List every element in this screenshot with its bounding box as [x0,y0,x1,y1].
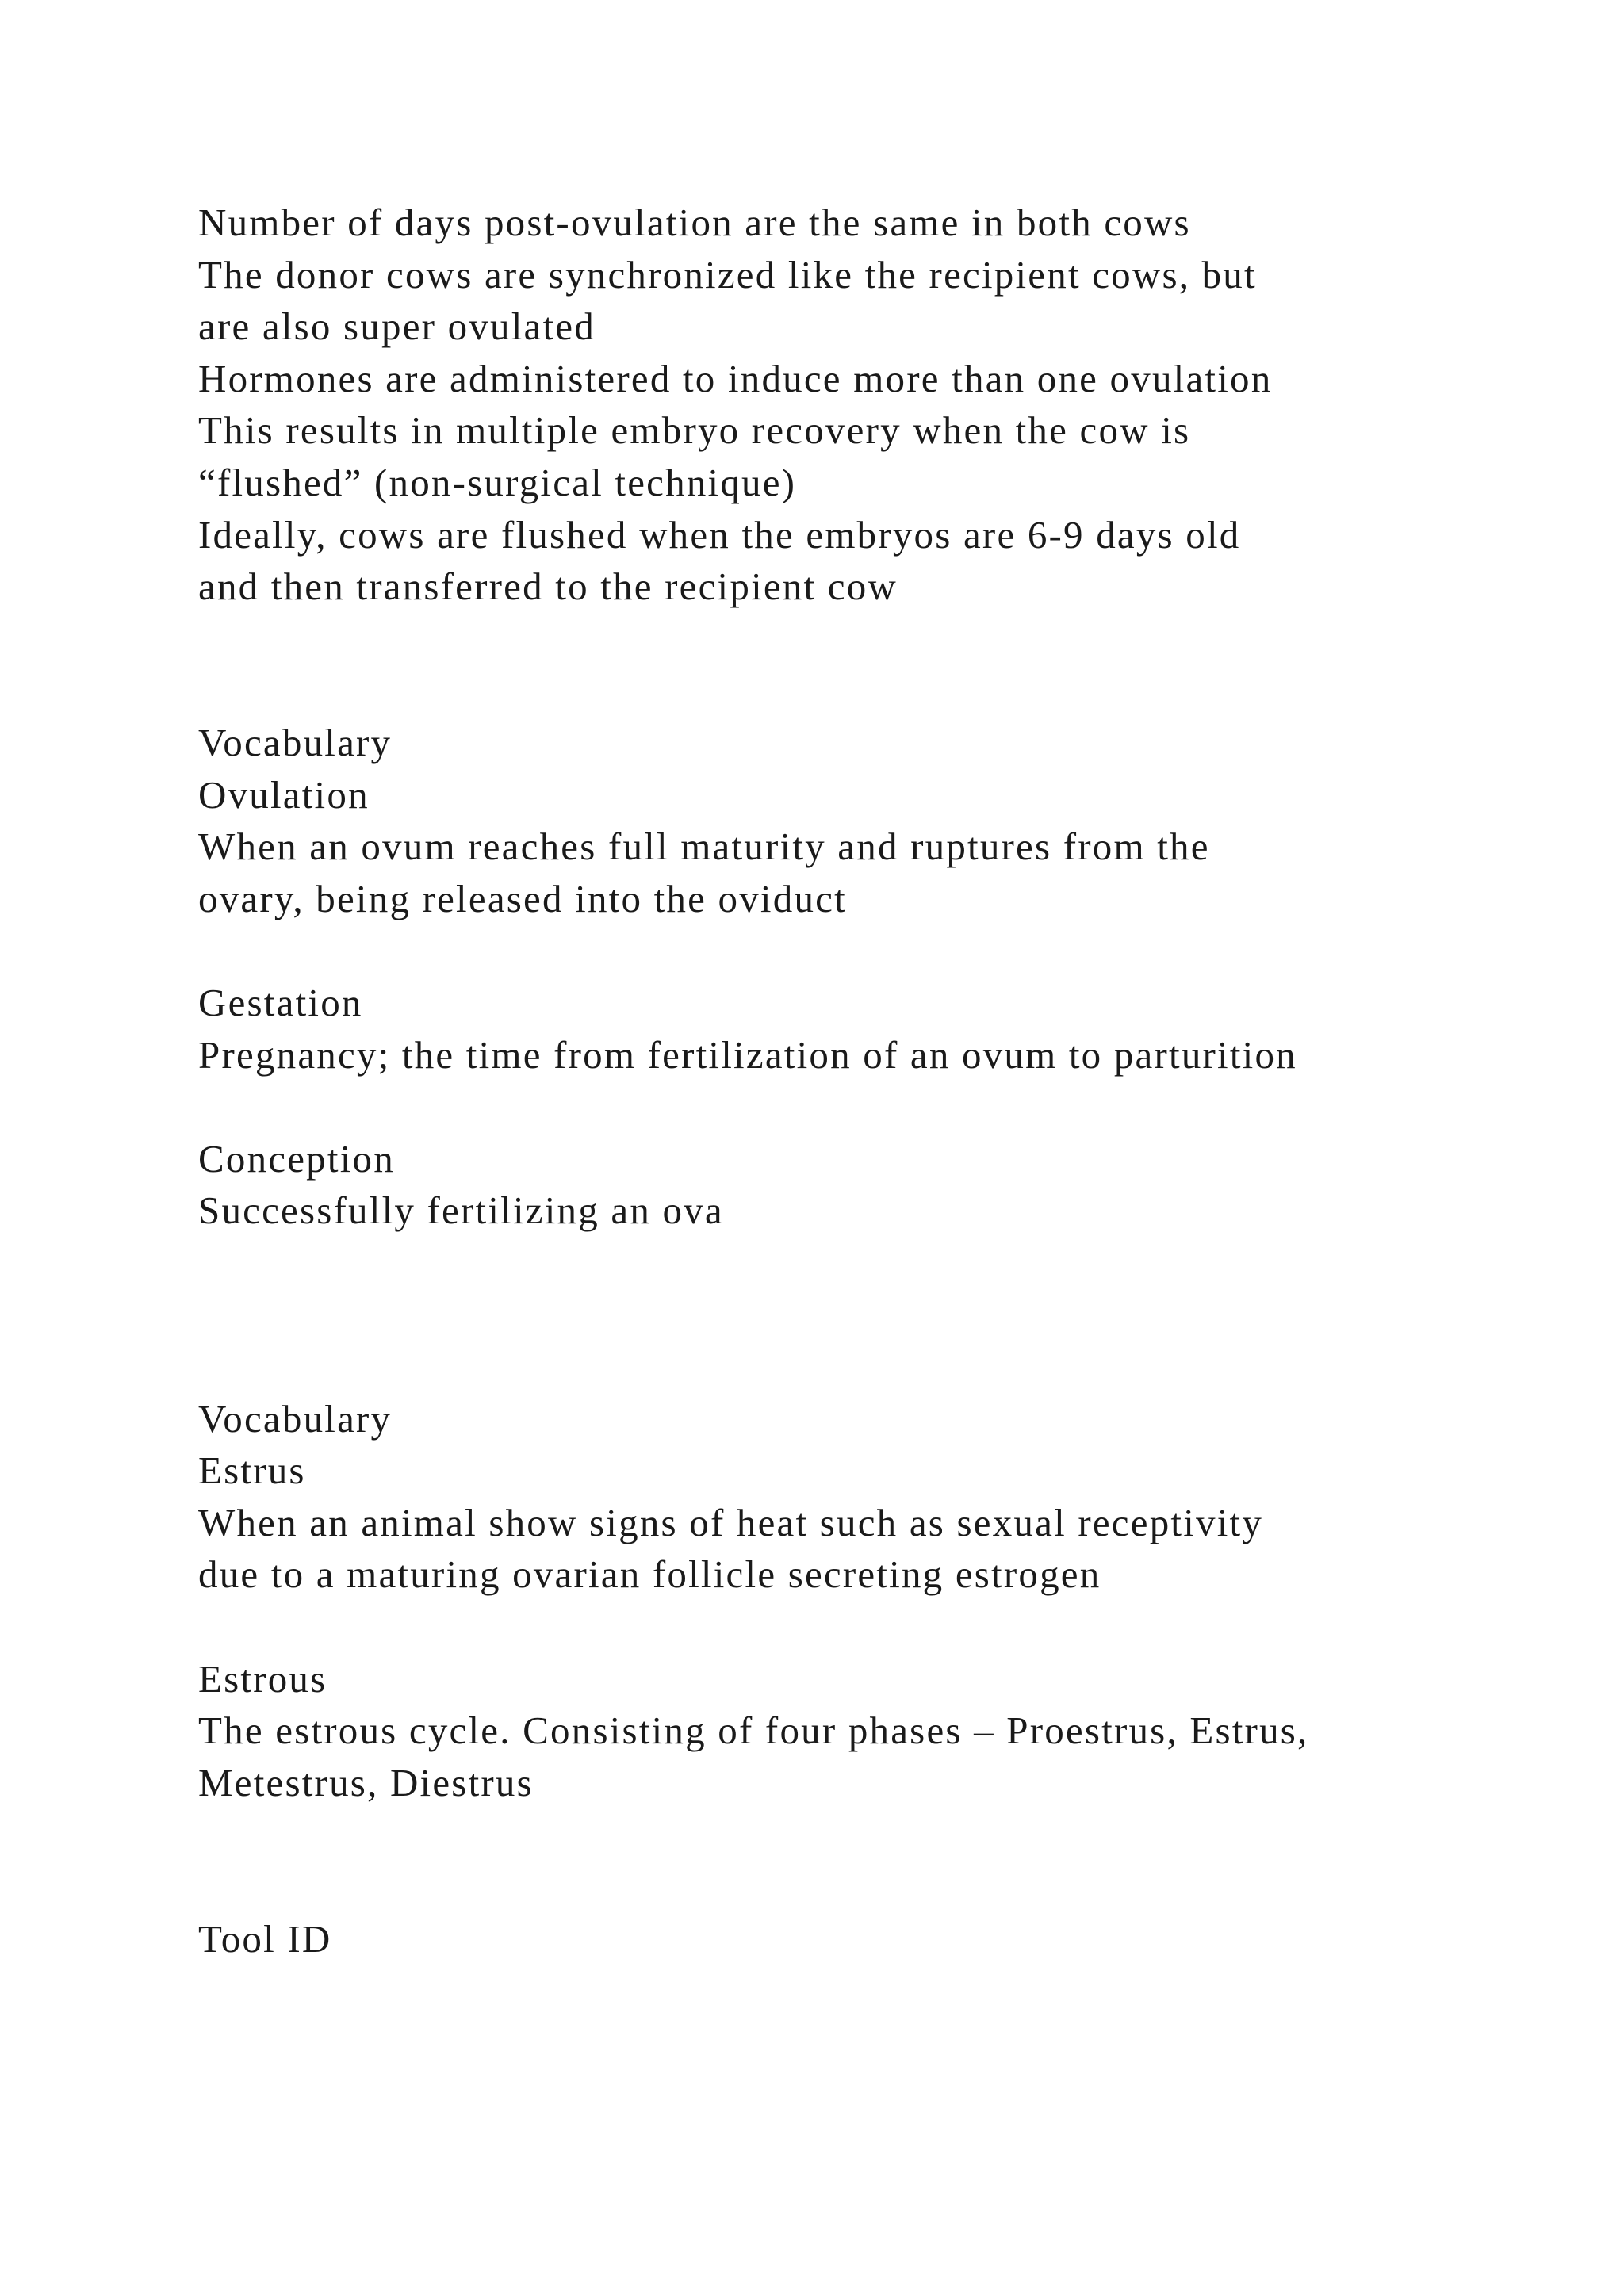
intro-line: The donor cows are synchronized like the recipient cows, but [198,252,1257,297]
intro-line: and then transferred to the recipient cow [198,564,898,609]
spacer [198,1808,1546,1861]
spacer [198,924,1546,977]
term-conception: Conception [198,1136,395,1181]
spacer [198,1341,1546,1393]
intro-line: Hormones are administered to induce more than one ovulation [198,356,1273,400]
intro-line: This results in multiple embryo recovery when the cow is [198,408,1191,453]
definition-line: The estrous cycle. Consisting of four phases – Proestrus, Estrus, [198,1709,1309,1753]
spacer [198,1237,1546,1289]
term-estrus: Estrus [198,1448,306,1493]
document-text [198,197,1546,1965]
spacer [198,613,1546,665]
spacer [198,1081,1546,1133]
spacer [198,1601,1546,1653]
spacer [198,664,1546,717]
intro-line: Ideally, cows are flushed when the embryos are 6-9 days old [198,512,1241,557]
spacer [198,1861,1546,1913]
term-ovulation: Ovulation [198,772,370,817]
spacer [198,1288,1546,1341]
definition-line: Pregnancy; the time from fertilization of an ovum to parturition [198,1032,1297,1077]
intro-line: Number of days post-ovulation are the same in both cows [198,201,1191,244]
section-heading: Tool ID [198,1916,332,1961]
definition-line: When an animal show signs of heat such as sexual receptivity [198,1500,1264,1544]
definition-line: due to a maturing ovarian follicle secreting estrogen [198,1552,1101,1597]
intro-line: “flushed” (non-surgical technique) [198,460,797,504]
term-gestation: Gestation [198,980,363,1024]
definition-line: ovary, being released into the oviduct [198,876,847,920]
definition-line: Metestrus, Diestrus [198,1760,534,1804]
section-heading: Vocabulary [198,720,393,764]
definition-line: Successfully fertilizing an ova [198,1188,724,1233]
definition-line: When an ovum reaches full maturity and ruptures from the [198,825,1210,869]
term-estrous: Estrous [198,1656,327,1701]
intro-line: are also super ovulated [198,304,596,349]
section-heading: Vocabulary [198,1396,393,1441]
